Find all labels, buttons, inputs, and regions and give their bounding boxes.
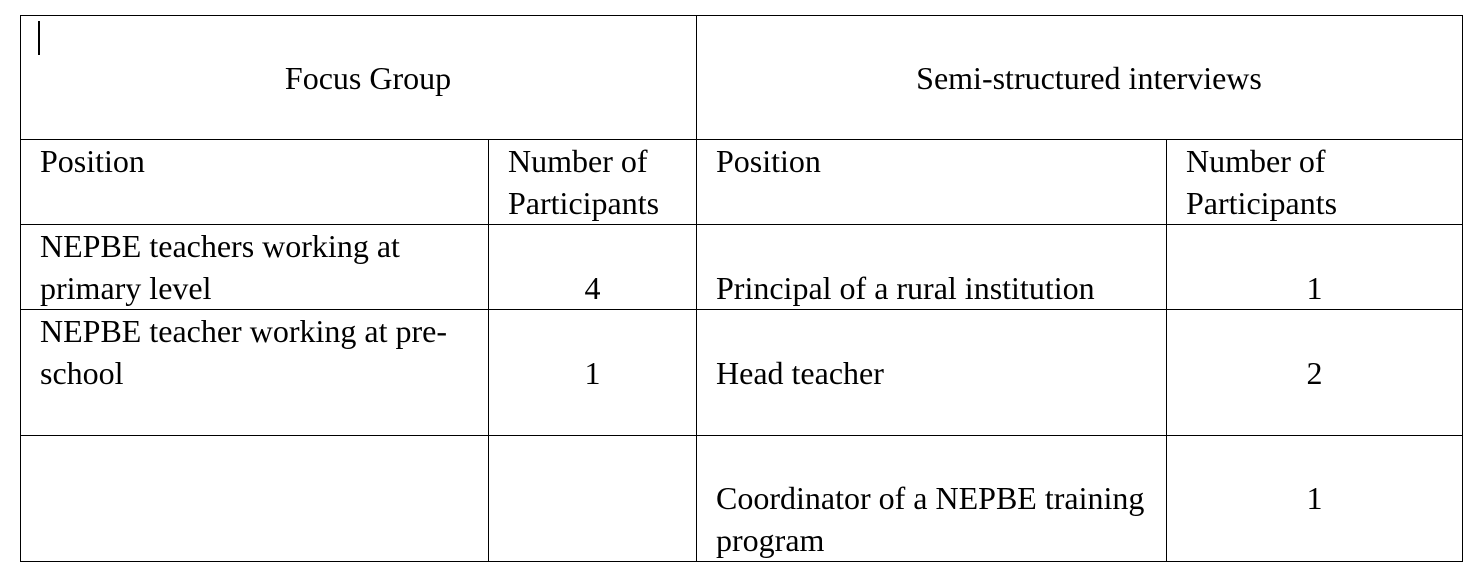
focus-count-cell: 4 — [489, 225, 697, 310]
focus-count-header: Number of Participants — [489, 140, 697, 225]
focus-position-cell: NEPBE teachers working at primary level — [21, 225, 489, 310]
interview-count-cell: 2 — [1167, 310, 1463, 436]
table-row — [21, 225, 1463, 310]
table-row — [21, 436, 1463, 562]
focus-count-cell — [489, 436, 697, 562]
group-header-row — [21, 16, 1463, 140]
focus-position-header: Position — [21, 140, 489, 225]
interview-position-cell: Coordinator of a NEPBE training program — [697, 436, 1167, 562]
focus-position-cell — [21, 436, 489, 562]
interview-count-header: Number of Participants — [1167, 140, 1463, 225]
focus-count-cell: 1 — [489, 310, 697, 436]
interview-position-cell: Principal of a rural institution — [697, 225, 1167, 310]
table-row — [21, 310, 1463, 436]
column-header-row — [21, 140, 1463, 225]
interview-count-cell: 1 — [1167, 225, 1463, 310]
interviews-header: Semi-structured interviews — [697, 16, 1463, 140]
interview-position-header: Position — [697, 140, 1167, 225]
focus-position-cell: NEPBE teacher working at pre-school — [21, 310, 489, 436]
participants-table — [20, 15, 1463, 562]
interview-count-cell: 1 — [1167, 436, 1463, 562]
interview-position-cell: Head teacher — [697, 310, 1167, 436]
focus-group-header: Focus Group — [21, 16, 697, 140]
